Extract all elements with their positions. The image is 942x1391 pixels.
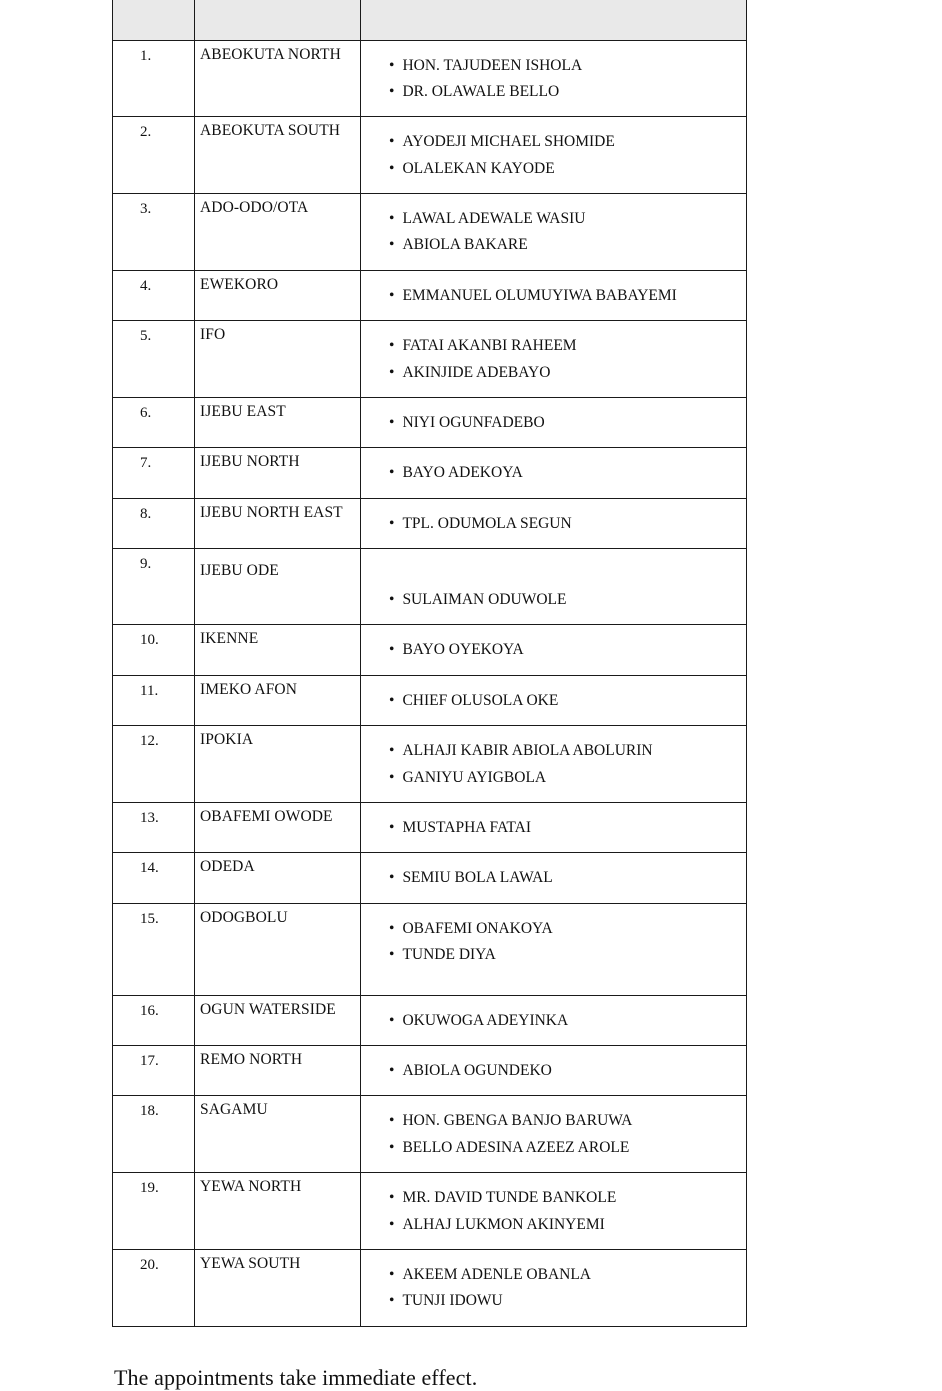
appointee-list xyxy=(361,802,747,852)
bullet-icon: • xyxy=(389,818,395,836)
appointee-name: LAWAL ADEWALE WASIU xyxy=(402,210,586,227)
bullet-icon: • xyxy=(389,641,395,659)
appointee-name: BAYO ADEKOYA xyxy=(402,464,523,482)
lga-name: IPOKIA xyxy=(195,726,361,803)
appointee-list xyxy=(361,1096,747,1173)
appointee-list xyxy=(361,675,747,725)
table-row xyxy=(113,903,747,995)
lga-name: ABEOKUTA NORTH xyxy=(195,40,361,117)
bullet-icon: • xyxy=(389,742,395,760)
table-header-row xyxy=(113,0,747,40)
appointee-list xyxy=(361,321,747,398)
lga-name: IFO xyxy=(195,321,361,398)
appointee-list xyxy=(361,1173,747,1250)
appointee-item xyxy=(389,514,738,533)
row-number: 13. xyxy=(113,802,195,852)
appointee-item xyxy=(389,1011,738,1030)
lga-name: REMO NORTH xyxy=(195,1046,361,1096)
lga-name: ODEDA xyxy=(195,853,361,903)
header-cell-number xyxy=(113,0,195,40)
bullet-icon: • xyxy=(389,768,395,786)
table-row xyxy=(113,1173,747,1250)
table-row xyxy=(113,270,747,320)
appointee-name: GANIYU AYIGBOLA xyxy=(402,768,547,786)
appointee-list xyxy=(361,625,747,675)
appointee-name: TPL. ODUMOLA SEGUN xyxy=(402,514,572,532)
bullet-icon: • xyxy=(389,514,395,532)
bullet-icon: • xyxy=(389,869,395,887)
appointee-item xyxy=(389,286,738,305)
table-row xyxy=(113,117,747,194)
row-number: 16. xyxy=(113,995,195,1045)
appointee-item xyxy=(389,868,738,887)
lga-name: IJEBU EAST xyxy=(195,397,361,447)
appointee-name: FATAI AKANBI RAHEEM xyxy=(402,337,577,355)
appointee-name: OKUWOGA ADEYINKA xyxy=(402,1011,569,1029)
appointee-item xyxy=(389,1138,738,1157)
appointee-name: AKEEM ADENLE OBANLA xyxy=(402,1265,592,1283)
lga-name: IKENNE xyxy=(195,625,361,675)
appointee-list xyxy=(361,903,747,995)
appointee-item xyxy=(389,56,738,75)
table-row xyxy=(113,321,747,398)
appointee-item xyxy=(389,768,738,787)
row-number: 2. xyxy=(113,117,195,194)
appointee-list xyxy=(361,1249,747,1326)
appointee-item xyxy=(389,1215,738,1234)
appointee-name: TUNJI IDOWU xyxy=(402,1292,503,1310)
lga-name: ADO-ODO/OTA xyxy=(195,194,361,271)
appointee-name: EMMANUEL OLUMUYIWA BABAYEMI xyxy=(402,286,677,304)
appointee-name: ALHAJ LUKMON AKINYEMI xyxy=(402,1215,605,1233)
appointee-list xyxy=(361,117,747,194)
table-row xyxy=(113,397,747,447)
bullet-icon: • xyxy=(389,691,395,709)
lga-name: YEWA NORTH xyxy=(195,1173,361,1250)
appointee-item xyxy=(389,640,738,659)
appointee-name: AYODEJI MICHAEL SHOMIDE xyxy=(402,133,615,151)
table-row xyxy=(113,1046,747,1096)
lga-name: ABEOKUTA SOUTH xyxy=(195,117,361,194)
appointee-item xyxy=(389,1265,738,1284)
row-number: 4. xyxy=(113,270,195,320)
appointee-name: SEMIU BOLA LAWAL xyxy=(402,869,553,887)
appointee-name: MR. DAVID TUNDE BANKOLE xyxy=(402,1189,617,1207)
lga-name: YEWA SOUTH xyxy=(195,1249,361,1326)
bullet-icon: • xyxy=(389,919,395,937)
table-row xyxy=(113,498,747,548)
lga-name: EWEKORO xyxy=(195,270,361,320)
footer-statement: The appointments take immediate effect. xyxy=(114,1364,478,1390)
bullet-icon: • xyxy=(389,363,395,381)
lga-appointments-table xyxy=(112,0,747,1327)
bullet-icon: • xyxy=(389,1011,395,1029)
row-number: 6. xyxy=(113,397,195,447)
appointee-name: TUNDE DIYA xyxy=(402,946,496,963)
table-row xyxy=(113,40,747,117)
bullet-icon: • xyxy=(389,1265,395,1283)
table-row xyxy=(113,194,747,271)
appointee-name: BELLO ADESINA AZEEZ AROLE xyxy=(402,1138,630,1156)
lga-name: IJEBU NORTH EAST xyxy=(195,498,361,548)
appointee-item xyxy=(389,413,738,432)
bullet-icon: • xyxy=(389,1062,395,1079)
bullet-icon: • xyxy=(389,591,395,608)
appointee-name: HON. GBENGA BANJO BARUWA xyxy=(402,1112,633,1130)
row-number: 10. xyxy=(113,625,195,675)
appointee-name: AKINJIDE ADEBAYO xyxy=(402,363,551,381)
table-row xyxy=(113,1249,747,1326)
bullet-icon: • xyxy=(389,1112,395,1130)
bullet-icon: • xyxy=(389,946,395,963)
appointee-item xyxy=(389,1291,738,1310)
table-row xyxy=(113,675,747,725)
row-number: 20. xyxy=(113,1249,195,1326)
bullet-icon: • xyxy=(389,1138,395,1156)
row-number: 11. xyxy=(113,675,195,725)
appointee-item xyxy=(389,818,738,837)
document-page xyxy=(112,0,746,1391)
appointee-list xyxy=(361,1046,747,1096)
bullet-icon: • xyxy=(389,413,395,431)
appointee-name: MUSTAPHA FATAI xyxy=(402,818,532,836)
appointee-list xyxy=(361,40,747,117)
lga-name: OGUN WATERSIDE xyxy=(195,995,361,1045)
bullet-icon: • xyxy=(389,464,395,482)
appointee-name: HON. TAJUDEEN ISHOLA xyxy=(402,56,583,74)
appointee-item xyxy=(389,336,738,355)
row-number: 19. xyxy=(113,1173,195,1250)
row-number: 5. xyxy=(113,321,195,398)
row-number: 1. xyxy=(113,40,195,117)
row-number: 17. xyxy=(113,1046,195,1096)
appointee-item xyxy=(389,209,738,228)
bullet-icon: • xyxy=(389,159,395,177)
appointee-item xyxy=(389,1188,738,1207)
table-row xyxy=(113,549,747,625)
row-number: 7. xyxy=(113,448,195,498)
bullet-icon: • xyxy=(389,337,395,355)
appointee-list xyxy=(361,726,747,803)
lga-name: IJEBU NORTH xyxy=(195,448,361,498)
lga-name: IJEBU ODE xyxy=(195,549,361,625)
appointee-list xyxy=(361,853,747,903)
appointee-list xyxy=(361,397,747,447)
bullet-icon: • xyxy=(389,1189,395,1207)
appointee-item xyxy=(389,691,738,710)
appointee-name: ABIOLA OGUNDEKO xyxy=(402,1062,552,1079)
appointee-item xyxy=(389,463,738,482)
row-number: 9. xyxy=(113,549,195,625)
bullet-icon: • xyxy=(389,286,395,304)
bullet-icon: • xyxy=(389,133,395,151)
row-number: 14. xyxy=(113,853,195,903)
table-row xyxy=(113,726,747,803)
appointee-list xyxy=(361,194,747,271)
table-row xyxy=(113,625,747,675)
header-cell-lga xyxy=(195,0,361,40)
appointee-list xyxy=(361,549,747,625)
appointee-name: ALHAJI KABIR ABIOLA ABOLURIN xyxy=(402,742,653,760)
appointee-name: OLALEKAN KAYODE xyxy=(402,159,555,177)
row-number: 8. xyxy=(113,498,195,548)
bullet-icon: • xyxy=(389,210,395,227)
appointee-name: CHIEF OLUSOLA OKE xyxy=(402,691,559,709)
appointee-item xyxy=(389,363,738,382)
bullet-icon: • xyxy=(389,82,395,100)
appointee-item xyxy=(389,159,738,178)
row-number: 3. xyxy=(113,194,195,271)
bullet-icon: • xyxy=(389,56,395,74)
lga-name: IMEKO AFON xyxy=(195,675,361,725)
appointee-name: DR. OLAWALE BELLO xyxy=(402,82,560,100)
appointee-name: BAYO OYEKOYA xyxy=(402,641,524,659)
appointee-item xyxy=(389,82,738,101)
row-number: 12. xyxy=(113,726,195,803)
row-number: 18. xyxy=(113,1096,195,1173)
table-row xyxy=(113,1096,747,1173)
appointee-item xyxy=(389,919,738,938)
appointee-item xyxy=(389,1061,738,1080)
bullet-icon: • xyxy=(389,1215,395,1233)
table-row xyxy=(113,853,747,903)
appointee-item xyxy=(389,741,738,760)
header-cell-names xyxy=(361,0,747,40)
appointee-item xyxy=(389,1111,738,1130)
bullet-icon: • xyxy=(389,236,395,254)
appointee-list xyxy=(361,498,747,548)
appointee-item xyxy=(389,235,738,254)
appointee-item xyxy=(389,132,738,151)
appointee-list xyxy=(361,995,747,1045)
appointee-item xyxy=(389,945,738,964)
appointee-name: SULAIMAN ODUWOLE xyxy=(402,591,567,608)
row-number: 15. xyxy=(113,903,195,995)
table-row xyxy=(113,802,747,852)
table-row xyxy=(113,995,747,1045)
lga-name: SAGAMU xyxy=(195,1096,361,1173)
appointee-list xyxy=(361,270,747,320)
appointee-list xyxy=(361,448,747,498)
table-row xyxy=(113,448,747,498)
lga-name: ODOGBOLU xyxy=(195,903,361,995)
appointee-item xyxy=(389,590,738,609)
bullet-icon: • xyxy=(389,1292,395,1310)
lga-table-body xyxy=(113,40,747,1326)
appointee-name: NIYI OGUNFADEBO xyxy=(402,413,545,431)
appointee-name: OBAFEMI ONAKOYA xyxy=(402,919,553,937)
appointee-name: ABIOLA BAKARE xyxy=(402,236,528,254)
lga-name: OBAFEMI OWODE xyxy=(195,802,361,852)
